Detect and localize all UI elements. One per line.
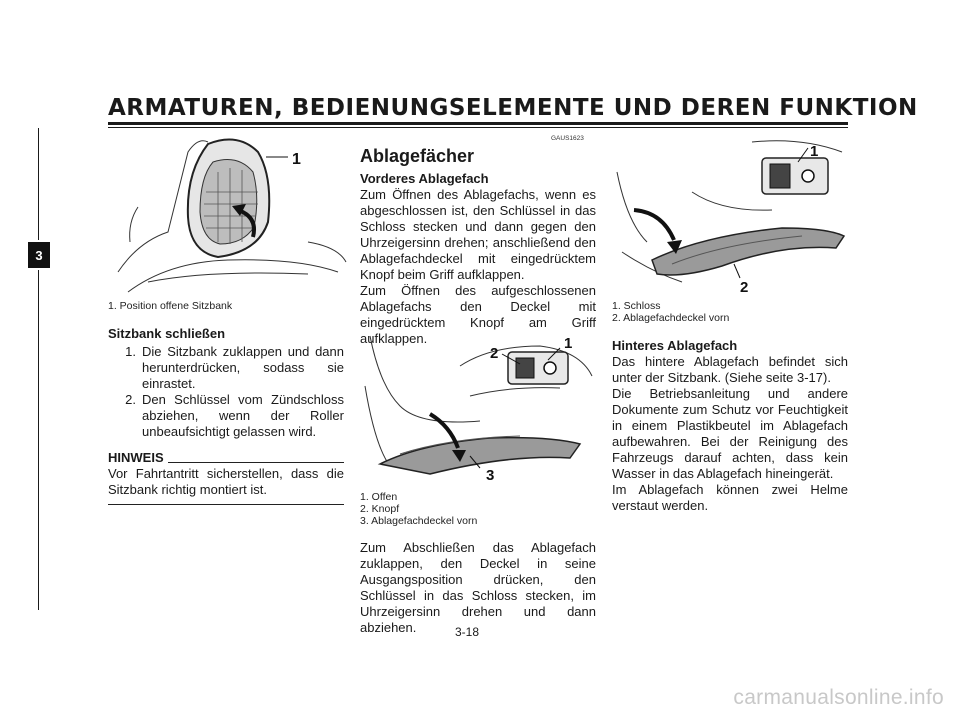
front-compartment-text-2: Zum Öffnen des aufgeschlossenen Ablagefachs den Deckel mit eingedrücktem Knopf am Griff aufklappen. <box>360 283 596 346</box>
front-compartment-open-illustration <box>360 326 596 488</box>
rear-figure-callout-1: 1 <box>810 143 819 160</box>
front-figure-caption-1: 1. Offen <box>360 491 398 503</box>
seat-figure-caption: 1. Position offene Sitzbank <box>108 300 233 312</box>
side-line-bottom <box>38 270 39 610</box>
lock-figure-caption-2: 2. Ablagefachdeckel vorn <box>612 312 730 324</box>
list-item <box>108 392 344 440</box>
page-header-title: ARMATUREN, BEDIENUNGSELEMENTE UND DEREN FUNKTION <box>108 95 918 121</box>
front-figure-callout-1: 1 <box>564 335 573 352</box>
front-figure-callout-2: 2 <box>490 345 499 362</box>
header-rule-thin <box>108 127 848 128</box>
front-compartment-text-1: Zum Öffnen des Ablagefachs, wenn es abgeschlossen ist, den Schlüssel in das Schloss stecken und dann gegen den Uhrzeigersinn drehen; anschließend den Ablagefachdeckel mit eingedrücktem Knopf beim Griff aufklappen. <box>360 187 596 282</box>
front-figure-caption-3: 3. Ablagefachdeckel vorn <box>360 515 478 527</box>
chapter-tab: 3 <box>28 242 50 268</box>
step-text: Den Schlüssel vom Zündschloss abziehen, wenn der Roller unbeaufsichtigt gelassen wird. <box>142 392 344 439</box>
lock-figure-caption-1: 1. Schloss <box>612 300 661 312</box>
side-line-top <box>38 128 39 240</box>
note-end-rule <box>108 504 344 505</box>
left-column <box>108 300 344 505</box>
rear-compartment-text-2: Die Betriebsanleitung und andere Dokumente zum Schutz vor Feuchtigkeit in einem Plastikbeutel im Ablagefach aufbewahren. Bei der Reinigung des Fahrzeugs darauf achten, dass kein Wasser in das Ablagefach hineingerät. <box>612 386 848 481</box>
rear-compartment-text-3: Im Ablagefach können zwei Helme verstaut werden. <box>612 482 848 513</box>
middle-column-bottom <box>360 491 596 636</box>
section-title: Ablagefächer <box>360 146 475 166</box>
open-seat-illustration <box>108 132 348 297</box>
front-compartment-heading: Vorderes Ablagefach <box>360 171 489 186</box>
front-compartment-lock-illustration <box>612 132 848 298</box>
note-text: Vor Fahrtantritt sicherstellen, dass die Sitzbank richtig montiert ist. <box>108 466 344 497</box>
list-item <box>108 344 344 392</box>
rear-compartment-heading: Hinteres Ablagefach <box>612 338 738 353</box>
page-number: 3-18 <box>455 625 480 639</box>
middle-column-top <box>360 171 596 347</box>
seat-figure-callout: 1 <box>292 151 301 168</box>
rear-figure-callout-2: 2 <box>740 279 749 296</box>
header-rule-thick <box>108 122 848 125</box>
note-heading-row <box>108 450 344 466</box>
step-text: Die Sitzbank zuklappen und dann herunterdrücken, sodass sie einrastet. <box>142 344 344 391</box>
close-seat-heading: Sitzbank schließen <box>108 326 226 341</box>
rear-compartment-text-1: Das hintere Ablagefach befindet sich unter der Sitzbank. (Siehe seite 3-17). <box>612 354 848 385</box>
right-column <box>612 300 848 514</box>
step-number: 1. <box>125 344 136 359</box>
close-compartment-text: Zum Abschließen das Ablagefach zuklappen, den Deckel in seine Ausgangsposition drücken, den Schlüssel in das Schloss stecken, im Uhrzeigersinn drehen und dann abziehen. <box>360 540 596 635</box>
watermark: carmanualsonline.info <box>733 686 944 709</box>
front-figure-callout-3: 3 <box>486 467 495 484</box>
note-label: HINWEIS <box>108 450 164 465</box>
section-code: GAUS1623 <box>551 135 584 142</box>
front-figure-caption-2: 2. Knopf <box>360 503 400 515</box>
step-number: 2. <box>125 392 136 407</box>
note-rule <box>168 462 344 463</box>
